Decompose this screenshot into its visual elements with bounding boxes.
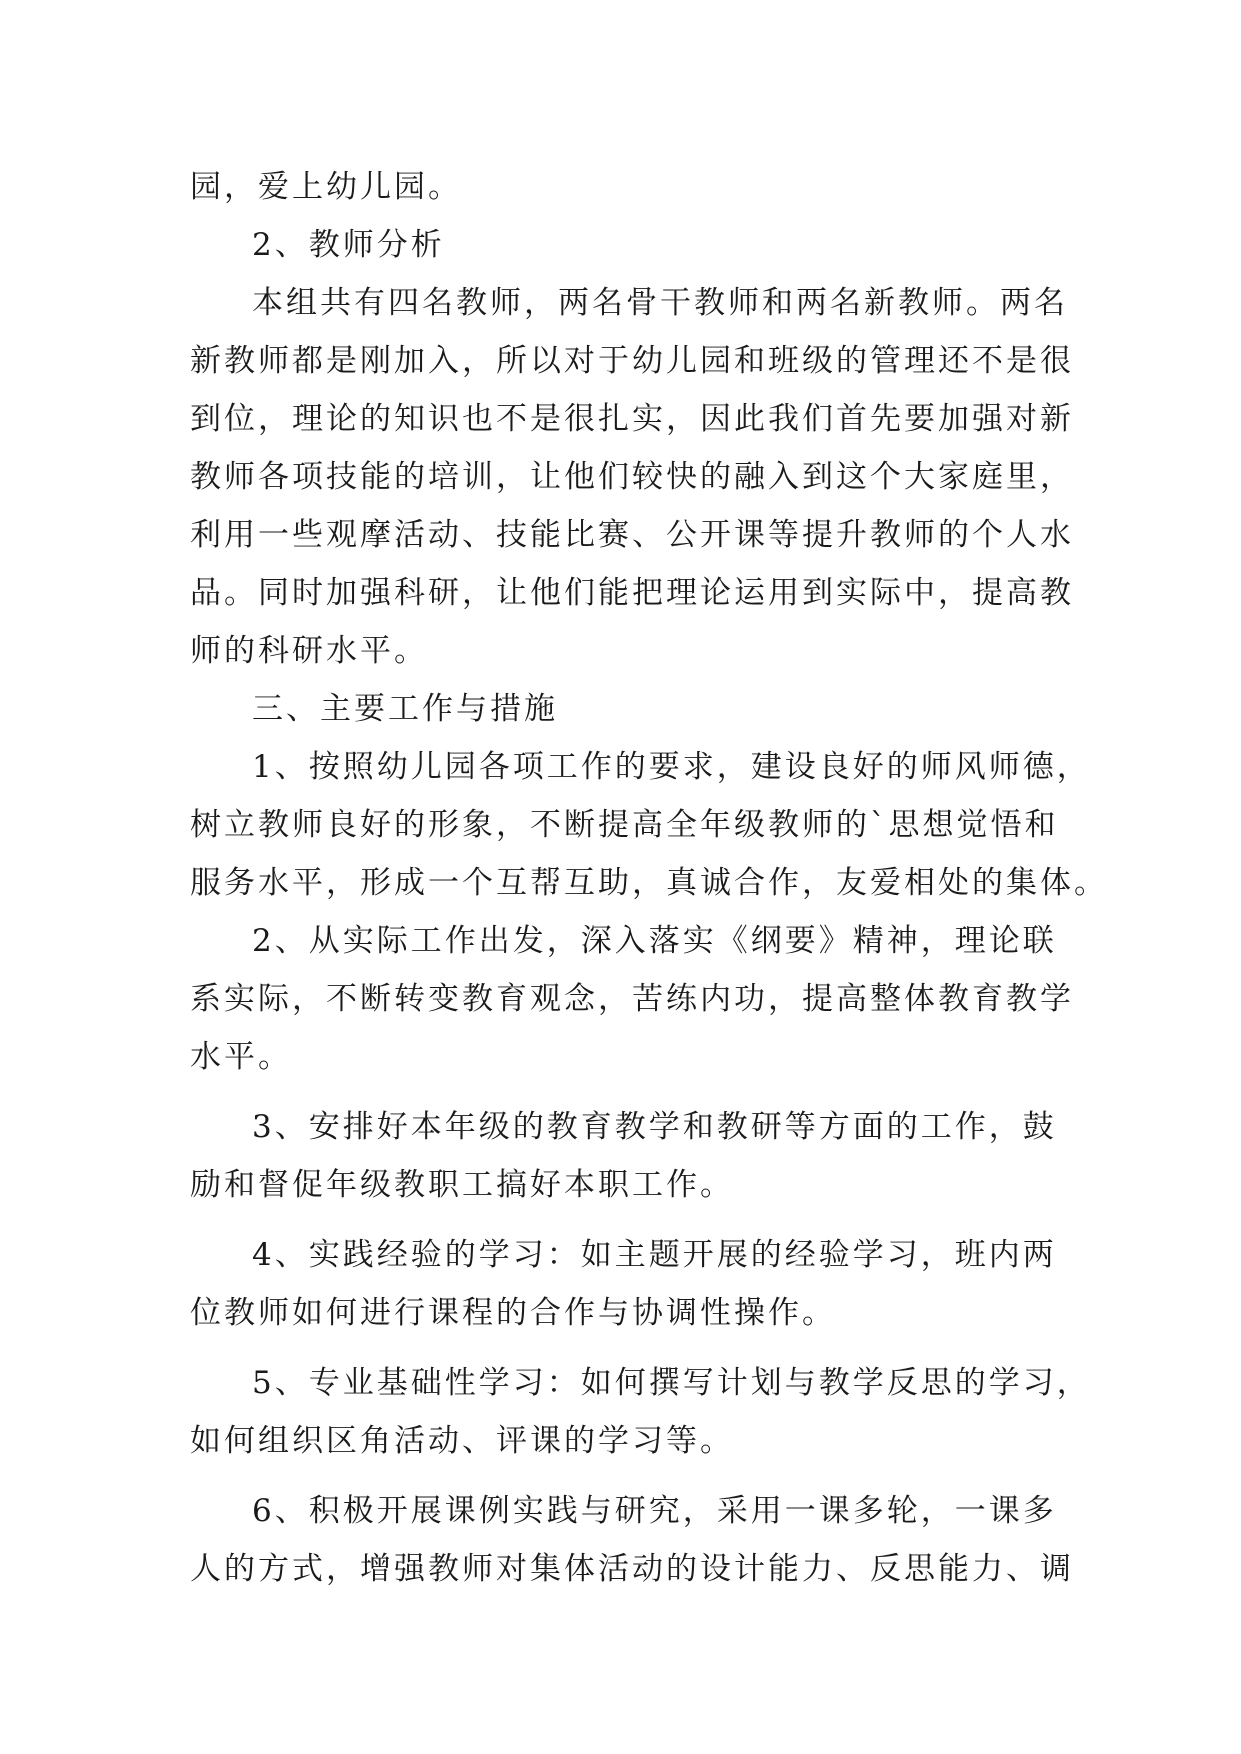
paragraph-line: 如何组织区角活动、评课的学习等。 bbox=[190, 1423, 734, 1459]
section-heading: 2、教师分析 bbox=[252, 227, 445, 263]
paragraph-line: 水平。 bbox=[190, 1039, 292, 1075]
paragraph-line: 师的科研水平。 bbox=[190, 633, 428, 669]
paragraph-line: 系实际，不断转变教育观念，苦练内功，提高整体教育教学 bbox=[190, 981, 1074, 1017]
text-line: 园，爱上幼儿园。 bbox=[190, 169, 462, 205]
paragraph-line: 1、按照幼儿园各项工作的要求，建设良好的师风师德， bbox=[252, 749, 1091, 785]
paragraph-line: 教师各项技能的培训，让他们较快的融入到这个大家庭里， bbox=[190, 459, 1074, 495]
paragraph-line: 人的方式，增强教师对集体活动的设计能力、反思能力、调 bbox=[190, 1551, 1074, 1587]
paragraph-line: 服务水平，形成一个互帮互助，真诚合作，友爱相处的集体。 bbox=[190, 865, 1108, 901]
paragraph-line: 新教师都是刚加入，所以对于幼儿园和班级的管理还不是很 bbox=[190, 343, 1074, 379]
paragraph-line: 3、安排好本年级的教育教学和教研等方面的工作，鼓 bbox=[252, 1109, 1057, 1145]
section-heading: 三、主要工作与措施 bbox=[252, 691, 558, 727]
paragraph-line: 4、实践经验的学习：如主题开展的经验学习，班内两 bbox=[252, 1237, 1057, 1273]
paragraph-line: 利用一些观摩活动、技能比赛、公开课等提升教师的个人水 bbox=[190, 517, 1074, 553]
paragraph-line: 5、专业基础性学习：如何撰写计划与教学反思的学习， bbox=[252, 1365, 1091, 1401]
paragraph-line: 品。同时加强科研，让他们能把理论运用到实际中，提高教 bbox=[190, 575, 1074, 611]
document-body bbox=[190, 158, 1108, 1598]
paragraph-line: 树立教师良好的形象，不断提高全年级教师的`思想觉悟和 bbox=[190, 807, 1059, 843]
paragraph-line: 6、积极开展课例实践与研究，采用一课多轮，一课多 bbox=[252, 1493, 1057, 1529]
paragraph-line: 励和督促年级教职工搞好本职工作。 bbox=[190, 1167, 734, 1203]
paragraph-line: 2、从实际工作出发，深入落实《纲要》精神，理论联 bbox=[252, 923, 1057, 959]
paragraph-line: 位教师如何进行课程的合作与协调性操作。 bbox=[190, 1295, 836, 1331]
paragraph-line: 到位，理论的知识也不是很扎实，因此我们首先要加强对新 bbox=[190, 401, 1074, 437]
paragraph-line: 本组共有四名教师，两名骨干教师和两名新教师。两名 bbox=[252, 285, 1068, 321]
